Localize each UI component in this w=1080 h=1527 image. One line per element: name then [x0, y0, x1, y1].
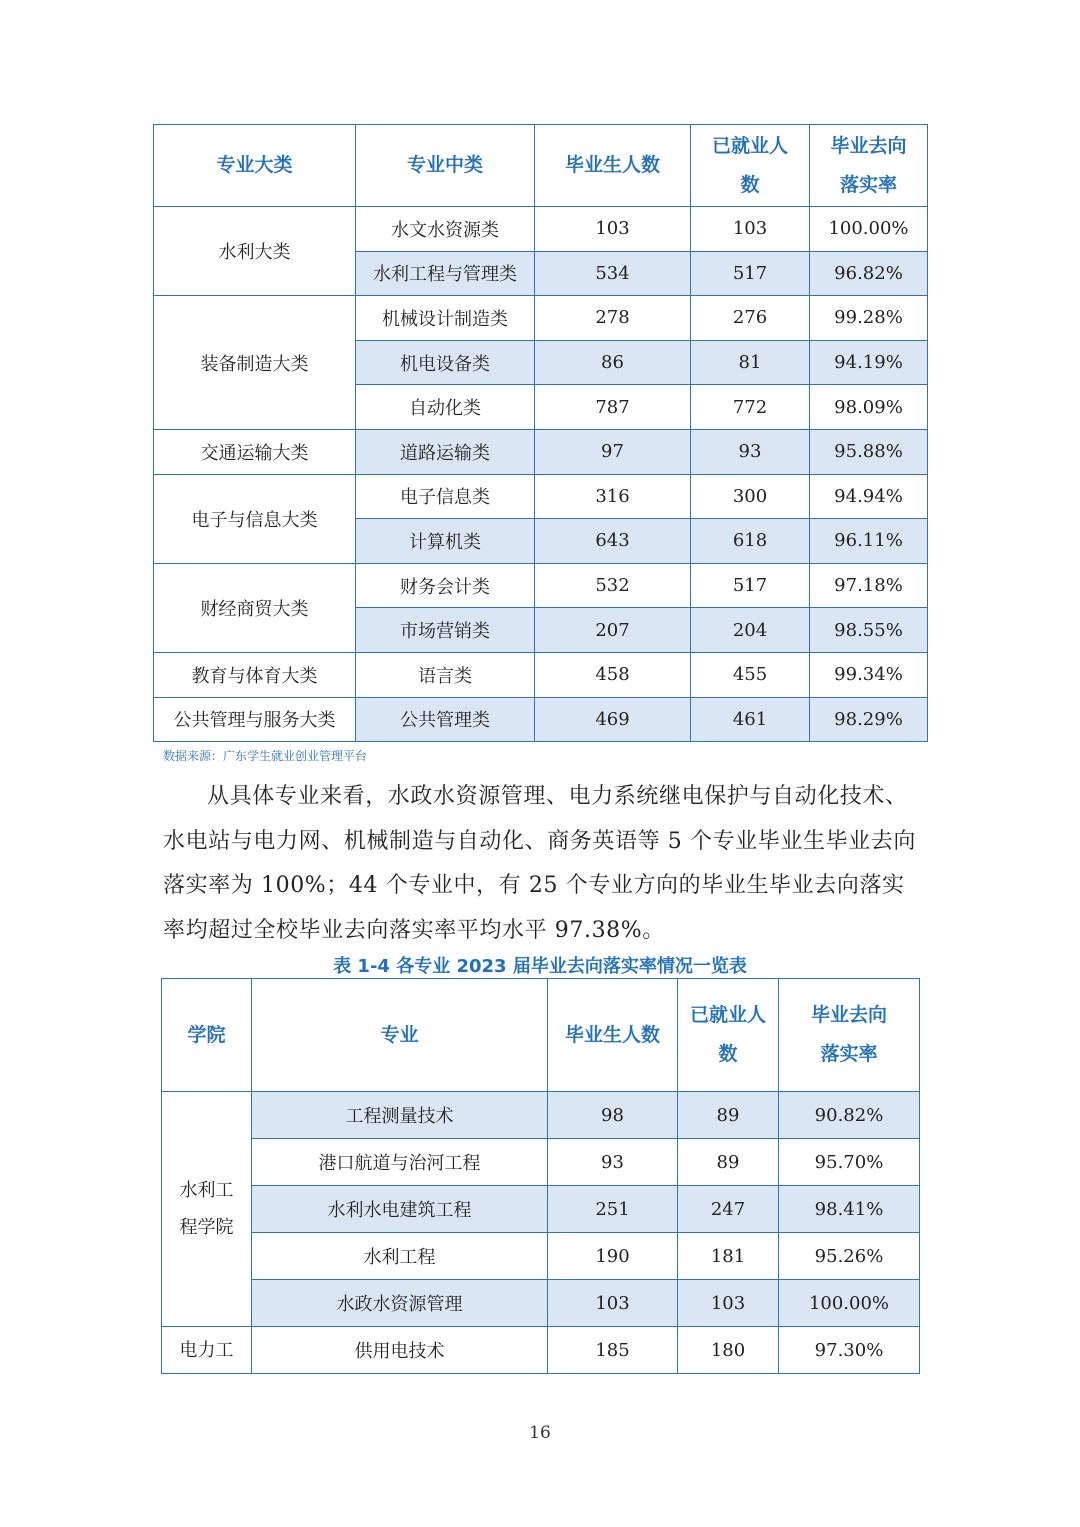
subcategory-cell: 自动化类: [356, 385, 535, 430]
col-header-rate-line1: 毕业去向: [810, 1004, 887, 1026]
major-cell: 供用电技术: [252, 1327, 548, 1374]
employed-cell: 247: [678, 1186, 779, 1233]
college-cell: [162, 1327, 252, 1374]
table-body: [162, 979, 920, 1374]
col-header-graduates: 毕业生人数: [548, 979, 678, 1092]
graduates-cell: 787: [535, 385, 691, 430]
employed-cell: 276: [691, 296, 810, 341]
table-row: [162, 1233, 920, 1280]
col-header-category: 专业大类: [154, 125, 356, 207]
subcategory-cell: 水文水资源类: [356, 207, 535, 252]
subcategory-cell: 公共管理类: [356, 697, 535, 742]
rate-cell: 97.30%: [779, 1327, 920, 1374]
rate-cell: 97.18%: [810, 563, 928, 608]
graduates-cell: 103: [548, 1280, 678, 1327]
major-cell: 水政水资源管理: [252, 1280, 548, 1327]
employed-cell: 517: [691, 563, 810, 608]
employed-cell: 181: [678, 1233, 779, 1280]
rate-cell: 99.28%: [810, 296, 928, 341]
table-major-category: [153, 124, 928, 742]
graduates-cell: 93: [548, 1139, 678, 1186]
rate-cell: 98.29%: [810, 697, 928, 742]
rate-cell: 100.00%: [779, 1280, 920, 1327]
employed-cell: 180: [678, 1327, 779, 1374]
table-row: [154, 697, 928, 742]
col-header-rate: [779, 979, 920, 1092]
col-header-employed: [678, 979, 779, 1092]
rate-cell: 95.70%: [779, 1139, 920, 1186]
rate-cell: 96.11%: [810, 519, 928, 564]
table-row: [154, 207, 928, 252]
college-name-line: 水利工: [179, 1180, 234, 1201]
major-cell: 水利水电建筑工程: [252, 1186, 548, 1233]
col-header-college: 学院: [162, 979, 252, 1092]
table-row: [162, 1092, 920, 1139]
rate-cell: 94.19%: [810, 340, 928, 385]
employed-cell: 772: [691, 385, 810, 430]
col-header-employed-line2: 数: [740, 173, 760, 196]
table-header-row: [162, 979, 920, 1092]
col-header-rate-line2: 落实率: [839, 173, 897, 196]
table-row: [154, 563, 928, 608]
subcategory-cell: 财务会计类: [356, 563, 535, 608]
graduates-cell: 97: [535, 429, 691, 474]
table-row: [162, 1139, 920, 1186]
graduates-cell: 185: [548, 1327, 678, 1374]
table-major-detail: [161, 978, 920, 1374]
graduates-cell: 103: [535, 207, 691, 252]
col-header-employed-line1: 已就业人: [689, 1004, 766, 1026]
category-cell: 水利大类: [154, 207, 356, 296]
employed-cell: 93: [691, 429, 810, 474]
employed-cell: 89: [678, 1092, 779, 1139]
col-header-rate-line1: 毕业去向: [830, 134, 907, 157]
table-row: [154, 474, 928, 519]
graduates-cell: 190: [548, 1233, 678, 1280]
subcategory-cell: 市场营销类: [356, 608, 535, 653]
employed-cell: 204: [691, 608, 810, 653]
employed-cell: 81: [691, 340, 810, 385]
subcategory-cell: 水利工程与管理类: [356, 251, 535, 296]
col-header-rate: [810, 125, 928, 207]
rate-cell: 98.55%: [810, 608, 928, 653]
table-row: [154, 429, 928, 474]
graduates-cell: 251: [548, 1186, 678, 1233]
major-cell: 工程测量技术: [252, 1092, 548, 1139]
employed-cell: 89: [678, 1139, 779, 1186]
page-number: 16: [529, 1423, 551, 1443]
major-cell: 水利工程: [252, 1233, 548, 1280]
category-cell: 公共管理与服务大类: [154, 697, 356, 742]
graduates-cell: 86: [535, 340, 691, 385]
major-cell: 港口航道与治河工程: [252, 1139, 548, 1186]
subcategory-cell: 计算机类: [356, 519, 535, 564]
graduates-cell: 643: [535, 519, 691, 564]
rate-cell: 98.41%: [779, 1186, 920, 1233]
college-name-line: 程学院: [179, 1217, 234, 1238]
rate-cell: 95.88%: [810, 429, 928, 474]
employed-cell: 517: [691, 251, 810, 296]
category-cell: 电子与信息大类: [154, 474, 356, 563]
employed-cell: 103: [678, 1280, 779, 1327]
data-source-note: 数据来源：广东学生就业创业管理平台: [163, 749, 368, 763]
table-row: [162, 1186, 920, 1233]
rate-cell: 90.82%: [779, 1092, 920, 1139]
graduates-cell: 278: [535, 296, 691, 341]
rate-cell: 99.34%: [810, 652, 928, 697]
col-header-rate-line2: 落实率: [820, 1043, 878, 1065]
subcategory-cell: 道路运输类: [356, 429, 535, 474]
subcategory-cell: 语言类: [356, 652, 535, 697]
col-header-subcategory: 专业中类: [356, 125, 535, 207]
col-header-major: 专业: [252, 979, 548, 1092]
category-cell: 交通运输大类: [154, 429, 356, 474]
subcategory-cell: 机电设备类: [356, 340, 535, 385]
rate-cell: 96.82%: [810, 251, 928, 296]
college-cell: [162, 1092, 252, 1327]
subcategory-cell: 机械设计制造类: [356, 296, 535, 341]
rate-cell: 98.09%: [810, 385, 928, 430]
category-cell: 装备制造大类: [154, 296, 356, 430]
employed-cell: 103: [691, 207, 810, 252]
subcategory-cell: 电子信息类: [356, 474, 535, 519]
graduates-cell: 207: [535, 608, 691, 653]
graduates-cell: 532: [535, 563, 691, 608]
col-header-employed-line2: 数: [718, 1043, 738, 1065]
graduates-cell: 98: [548, 1092, 678, 1139]
table-row: [154, 652, 928, 697]
rate-cell: 100.00%: [810, 207, 928, 252]
table-row: [162, 1280, 920, 1327]
employed-cell: 461: [691, 697, 810, 742]
employed-cell: 300: [691, 474, 810, 519]
graduates-cell: 534: [535, 251, 691, 296]
table-row: [154, 296, 928, 341]
employed-cell: 618: [691, 519, 810, 564]
col-header-graduates: 毕业生人数: [535, 125, 691, 207]
category-cell: 教育与体育大类: [154, 652, 356, 697]
category-cell: 财经商贸大类: [154, 563, 356, 652]
rate-cell: 95.26%: [779, 1233, 920, 1280]
table-row: [162, 1327, 920, 1374]
table-body: [154, 125, 928, 742]
table-caption: 表 1-4 各专业 2023 届毕业去向落实率情况一览表: [333, 956, 747, 977]
college-name-line: 电力工: [179, 1339, 234, 1361]
body-paragraph: 从具体专业来看，水政水资源管理、电力系统继电保护与自动化技术、水电站与电力网、机械制造与自动化、商务英语等 5 个专业毕业生毕业去向落实率为 100%；44 个专业中，有 25 个专业方向的毕业生毕业去向落实率均超过全校毕业去向落实率平均水平 97.38%。: [163, 784, 916, 943]
table-header-row: [154, 125, 928, 207]
col-header-employed: [691, 125, 810, 207]
graduates-cell: 316: [535, 474, 691, 519]
employed-cell: 455: [691, 652, 810, 697]
col-header-employed-line1: 已就业人: [711, 134, 788, 157]
graduates-cell: 458: [535, 652, 691, 697]
graduates-cell: 469: [535, 697, 691, 742]
rate-cell: 94.94%: [810, 474, 928, 519]
